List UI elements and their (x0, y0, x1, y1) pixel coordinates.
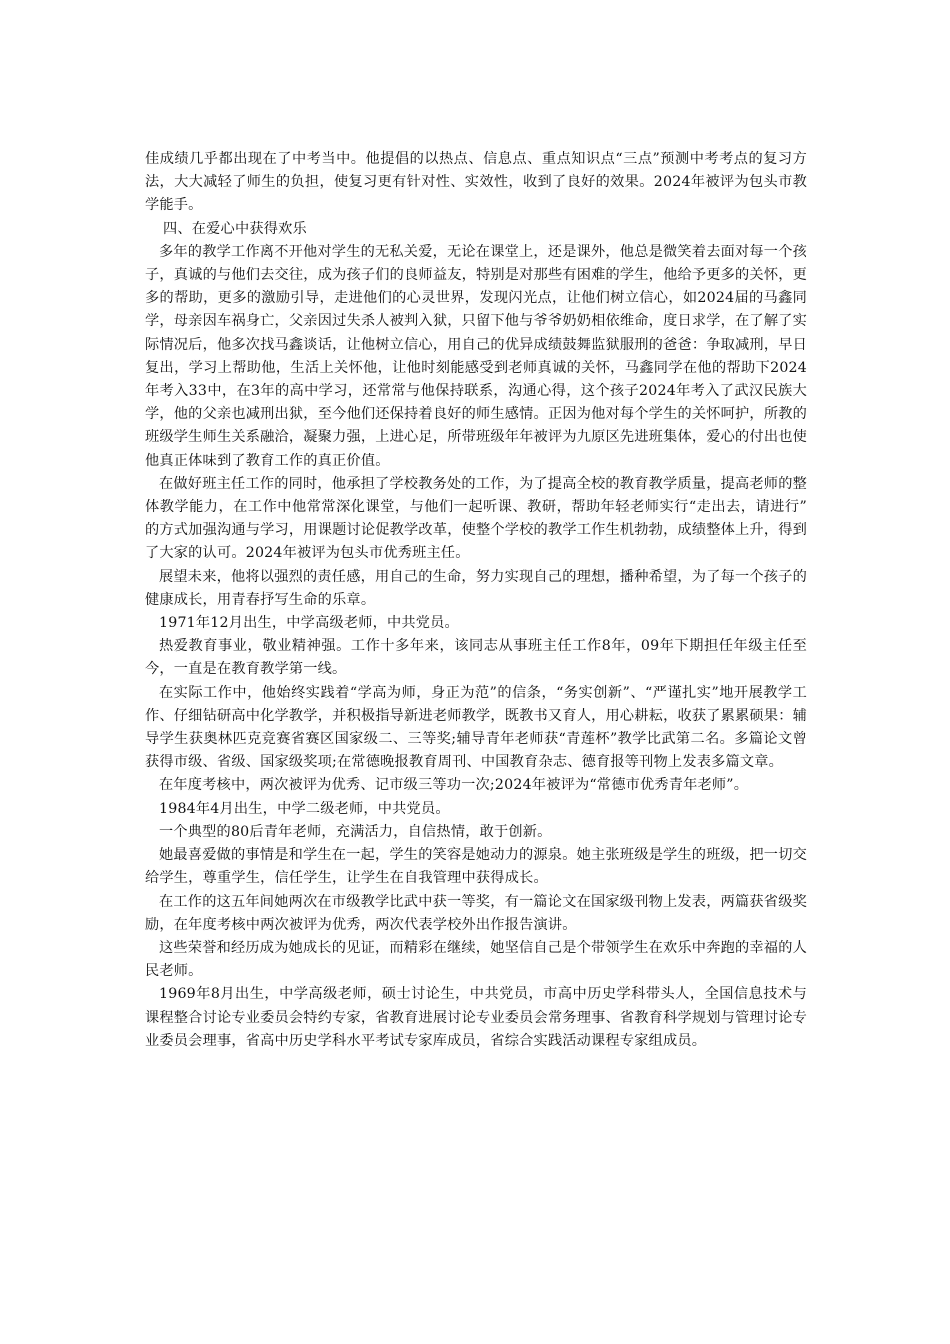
paragraph: 在实际工作中，他始终实践着“学高为师，身正为范”的信条，“务实创新”、“严谨扎实”地开展教学工作、仔细钻研高中化学教学，并积极指导新进老师教学，既教书又育人，用心耕耘，收获了累累硕果：辅导学生获奥林匹克竞赛省赛区国家级二、三等奖;辅导青年老师获“青莲杯”教学比武第二名。多篇论文曾获得市级、省级、国家级奖项;在常德晚报教育周刊、中国教育杂志、德育报等刊物上发表多篇文章。 (145, 684, 807, 771)
paragraph: 1984年4月出生，中学二级老师，中共党员。 (159, 800, 450, 817)
section-heading: 四、在爱心中获得欢乐 (163, 220, 307, 237)
paragraph: 展望未来，他将以强烈的责任感，用自己的生命，努力实现自己的理想，播种希望，为了每一个孩子的健康成长，用青春抒写生命的乐章。 (145, 568, 807, 608)
document-body (145, 148, 807, 1053)
paragraph: 热爱教育事业，敬业精神强。工作十多年来，该同志从事班主任工作8年，09年下期担任年级主任至今，一直是在教育教学第一线。 (145, 638, 807, 678)
paragraph: 在年度考核中，两次被评为优秀、记市级三等功一次;2024年被评为“常德市优秀青年老师”。 (159, 777, 749, 794)
paragraph: 1969年8月出生，中学高级老师，硕士讨论生，中共党员，市高中历史学科带头人，全国信息技术与课程整合讨论专业委员会特约专家，省教育进展讨论专业委员会常务理事、省教育科学规划与管理讨论专业委员会理事，省高中历史学科水平考试专家库成员，省综合实践活动课程专家组成员。 (145, 986, 807, 1049)
paragraph: 她最喜爱做的事情是和学生在一起，学生的笑容是她动力的源泉。她主张班级是学生的班级，把一切交给学生，尊重学生，信任学生，让学生在自我管理中获得成长。 (145, 847, 807, 887)
paragraph-continuation: 佳成绩几乎都出现在了中考当中。他提倡的以热点、信息点、重点知识点“三点”预测中考考点的复习方法，大大减轻了师生的负担，使复习更有针对性、实效性，收到了良好的效果。2024年被评为包头市教学能手。 (145, 151, 807, 214)
paragraph: 一个典型的80后青年老师，充满活力，自信热情，敢于创新。 (159, 823, 552, 840)
paragraph: 多年的教学工作离不开他对学生的无私关爱，无论在课堂上，还是课外，他总是微笑着去面对每一个孩子，真诚的与他们去交往，成为孩子们的良师益友，特别是对那些有困难的学生，他给予更多的关怀，更多的帮助，更多的激励引导，走进他们的心灵世界，发现闪光点，让他们树立信心，如2024届的马鑫同学，母亲因车祸身亡，父亲因过失杀人被判入狱，只留下他与爷爷奶奶相依维命，度日求学，在了解了实际情况后，他多次找马鑫谈话，让他树立信心，用自己的优异成绩鼓舞监狱服刑的爸爸：争取减刑，早日复出，学习上帮助他，生活上关怀他，让他时刻能感受到老师真诚的关怀，马鑫同学在他的帮助下2024年考入33中，在3年的高中学习，还常常与他保持联系，沟通心得，这个孩子2024年考入了武汉民族大学，他的父亲也减刑出狱，至今他们还保持着良好的师生感情。正因为他对每个学生的关怀呵护，所教的班级学生师生关系融洽，凝聚力强，上进心足，所带班级年年被评为九原区先进班集体，爱心的付出也使他真正体味到了教育工作的真正价值。 (145, 243, 807, 469)
paragraph: 在工作的这五年间她两次在市级教学比武中获一等奖，有一篇论文在国家级刊物上发表，两篇获省级奖励，在年度考核中两次被评为优秀，两次代表学校外出作报告演讲。 (145, 893, 807, 933)
paragraph: 在做好班主任工作的同时，他承担了学校教务处的工作，为了提高全校的教育教学质量，提高老师的整体教学能力，在工作中他常常深化课堂，与他们一起听课、教研，帮助年轻老师实行“走出去，请进行” 的方式加强沟通与学习，用课题讨论促教学改革，使整个学校的教学工作生机勃勃，成绩整体上升，得到了大家的认可。2024年被评为包头市优秀班主任。 (145, 475, 807, 562)
paragraph: 这些荣誉和经历成为她成长的见证，而精彩在继续，她坚信自己是个带领学生在欢乐中奔跑的幸福的人民老师。 (145, 939, 807, 980)
paragraph: 1971年12月出生，中学高级老师，中共党员。 (159, 615, 459, 632)
